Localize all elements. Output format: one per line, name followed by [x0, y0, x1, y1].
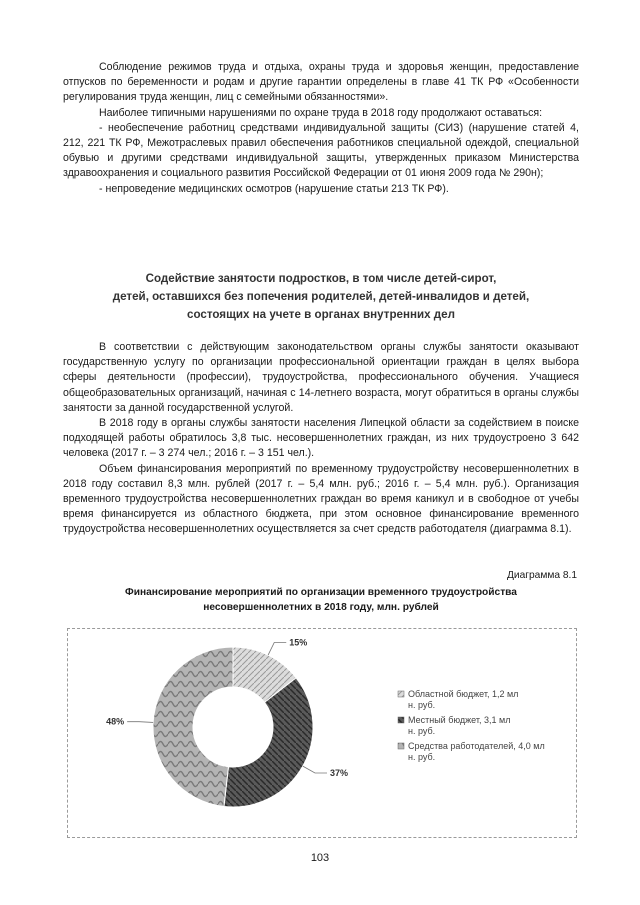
heading-line: детей, оставшихся без попечения родителей, детей-инвалидов и детей,: [112, 290, 530, 303]
slice-leader-line: [268, 643, 286, 656]
slice-leader-line: [303, 766, 327, 773]
donut-slice: [153, 647, 233, 806]
legend-entry: Областной бюджет, 1,2 мл н. руб.: [408, 689, 519, 710]
youth-employment-section: [63, 340, 579, 538]
legend-swatch: [398, 743, 404, 749]
chart-title-line: Финансирование мероприятий по организации временного трудоустройства: [125, 587, 517, 598]
slice-percent-label: 48%: [106, 716, 125, 727]
paragraph: Объем финансирования мероприятий по временному трудоустройству несовершеннолетних в 2018 году составил 8,3 млн. рублей (2017 г. – 5,4 млн. руб.; 2016 г. – 5,4 млн. руб.). Организация временного трудоустройства несовершеннолетних граждан во время каникул и в свободное от учебы время финансируется из областного бюджета, при этом основное финансирование временного трудоустройства несовершеннолетних осуществляется за счет средств работодателя (диаграмма 8.1).: [63, 462, 579, 536]
slice-percent-label: 37%: [329, 767, 349, 778]
legend-swatch: [398, 691, 404, 697]
heading-line: Содействие занятости подростков, в том числе детей-сирот,: [145, 272, 497, 285]
legend-swatch: [398, 717, 404, 723]
page-number: 103: [310, 852, 330, 864]
paragraph: Наиболее типичными нарушениями по охране труда в 2018 году продолжают оставаться:: [99, 106, 543, 119]
paragraph: - необеспечение работниц средствами индивидуальной защиты (СИЗ) (нарушение статей 4, 212, 221 ТК РФ, Межотраслевых правил обеспечения работников специальной одеждой, специальной обувью и другими средствами индивидуальной защиты, утвержденных приказом Министерства здравоохранения и социального развития Российской Федерации от 01 июня 2009 года № 290н);: [63, 121, 579, 180]
donut-chart: [68, 629, 576, 837]
heading-line: состоящих на учете в органах внутренних дел: [187, 308, 455, 321]
paragraph: Соблюдение режимов труда и отдыха, охраны труда и здоровья женщин, предоставление отпусков по беременности и родам и другие гарантии определены в главе 41 ТК РФ «Особенности регулирования труда женщин, лиц с семейными обязанностями».: [63, 61, 579, 104]
section-heading: [63, 270, 579, 324]
paragraph: В 2018 году в органы службы занятости населения Липецкой области за содействием в поиске подходящей работы обратилось 3,8 тыс. несовершеннолетних граждан, из них трудоустроено 3 642 человека (2017 г. – 3 274 чел.; 2016 г. – 3 151 чел.).: [63, 417, 579, 460]
slice-leader-line: [127, 722, 153, 723]
legend-entry: Местный бюджет, 3,1 мл н. руб.: [408, 715, 511, 736]
paragraph: В соответствии с действующим законодательством органы службы занятости оказывают государственную услугу по организации профессиональной ориентации граждан в целях выбора сферы деятельности (профессии), трудоустройства, профессионального обучения. Учащиеся общеобразовательных организаций, начиная с 14-летнего возраста, могут обратиться в органы службы занятости за данной государственной услугой.: [63, 341, 579, 414]
diagram-label: Диаграмма 8.1: [507, 570, 577, 581]
paragraph: - непроведение медицинских осмотров (нарушение статьи 213 ТК РФ).: [99, 182, 449, 195]
legend-entry: Средства работодателей, 4,0 мл н. руб.: [408, 741, 545, 762]
chart-title-line: несовершеннолетних в 2018 году, млн. рублей: [203, 601, 439, 613]
chart-frame: [67, 628, 577, 838]
labor-safety-section: [63, 60, 579, 197]
chart-title: [63, 586, 579, 615]
slice-percent-label: 15%: [289, 637, 308, 648]
